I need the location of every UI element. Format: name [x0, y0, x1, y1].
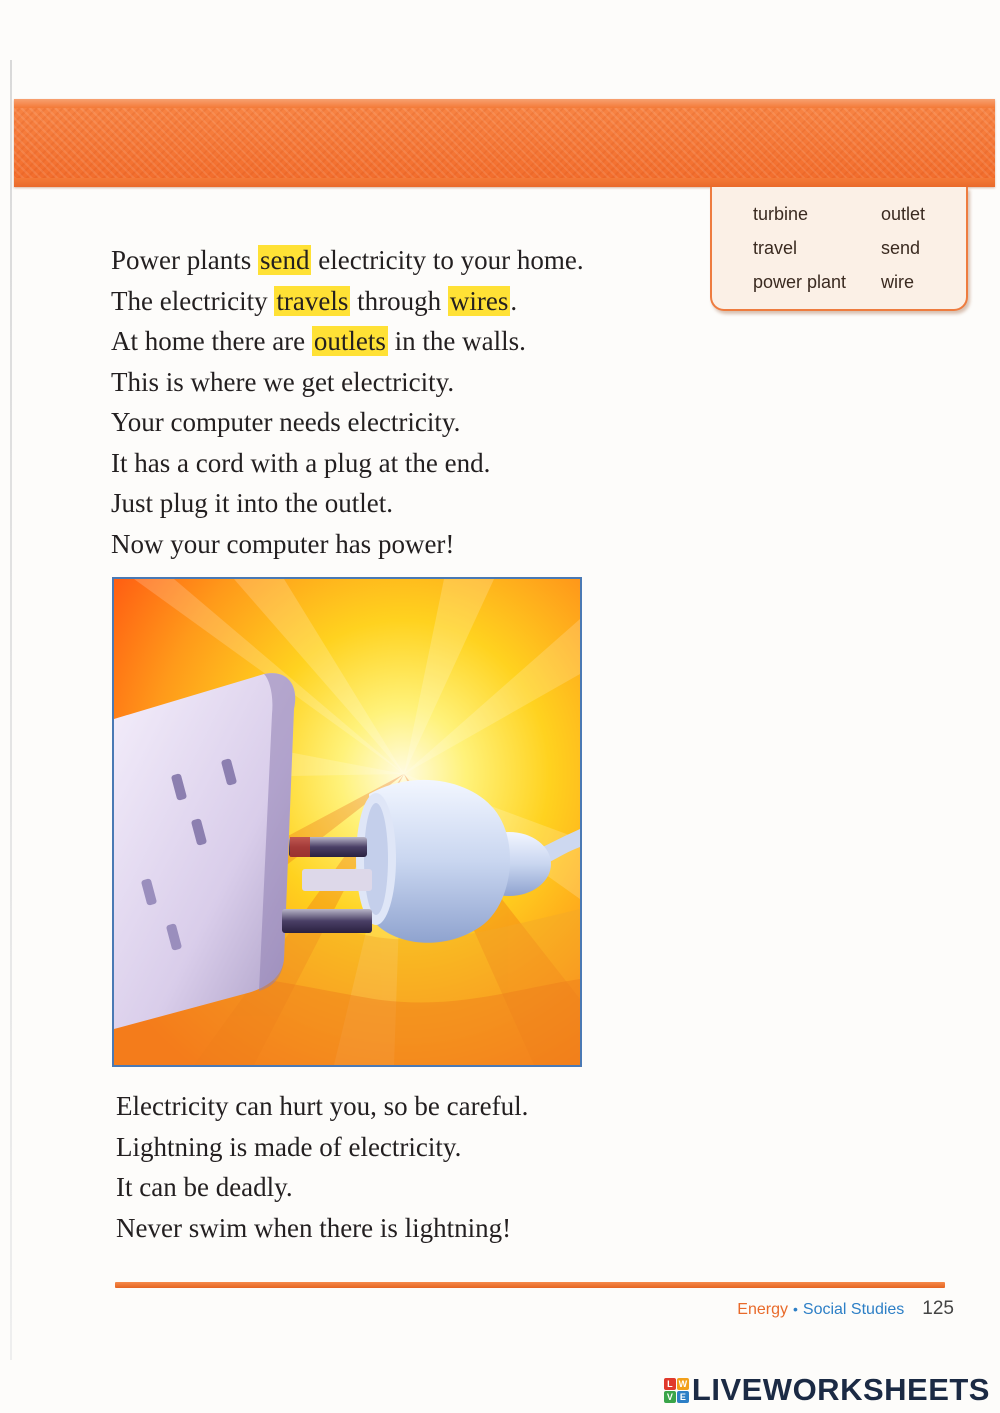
vocab-word-wire: wire — [881, 272, 915, 292]
header-banner — [14, 99, 995, 187]
footer-rule — [115, 1282, 945, 1288]
text-line: The electricity travels through wires. — [111, 285, 518, 316]
paragraph-electricity-at-home — [111, 240, 584, 564]
watermark-text: LIVEWORKSHEETS — [691, 1372, 990, 1407]
page-edge — [10, 60, 12, 1360]
text-line: It has a cord with a plug at the end. — [111, 447, 491, 478]
highlighted-word-outlets: outlets — [313, 326, 386, 356]
liveworksheets-logo-icon: L W V E — [664, 1378, 689, 1403]
text-line: It can be deadly. — [116, 1172, 293, 1202]
text-line: Electricity can hurt you, so be careful. — [116, 1091, 529, 1121]
highlighted-word-send: send — [259, 245, 310, 275]
highlighted-word-wires: wires — [449, 285, 509, 316]
vocab-word-travel: travel — [753, 238, 798, 258]
vocabulary-box — [710, 187, 968, 311]
text-line: Power plants send electricity to your home. — [111, 245, 584, 275]
footer-category: Social Studies — [802, 1301, 905, 1318]
vocab-word-power-plant: power plant — [753, 272, 847, 292]
vocab-word-outlet: outlet — [881, 204, 926, 224]
text-line: Just plug it into the outlet. — [111, 488, 393, 518]
page-number: 125 — [922, 1298, 954, 1319]
liveworksheets-watermark — [664, 1372, 990, 1408]
highlighted-word-travels: travels — [276, 285, 349, 316]
vocab-word-turbine: turbine — [753, 204, 809, 224]
paragraph-electricity-safety — [116, 1086, 528, 1248]
footer-bullet: • — [793, 1301, 798, 1317]
text-line: Now your computer has power! — [111, 528, 455, 559]
plug-and-outlet-photo — [112, 577, 582, 1067]
footer-subject: Energy — [737, 1301, 788, 1318]
text-line: Your computer needs electricity. — [111, 407, 461, 437]
text-line: This is where we get electricity. — [111, 366, 455, 397]
text-line: At home there are outlets in the walls. — [111, 326, 526, 356]
text-line: Lightning is made of electricity. — [116, 1131, 462, 1162]
text-line: Never swim when there is lightning! — [116, 1212, 512, 1243]
page-footer — [737, 1296, 954, 1322]
vocab-word-send: send — [881, 238, 921, 258]
